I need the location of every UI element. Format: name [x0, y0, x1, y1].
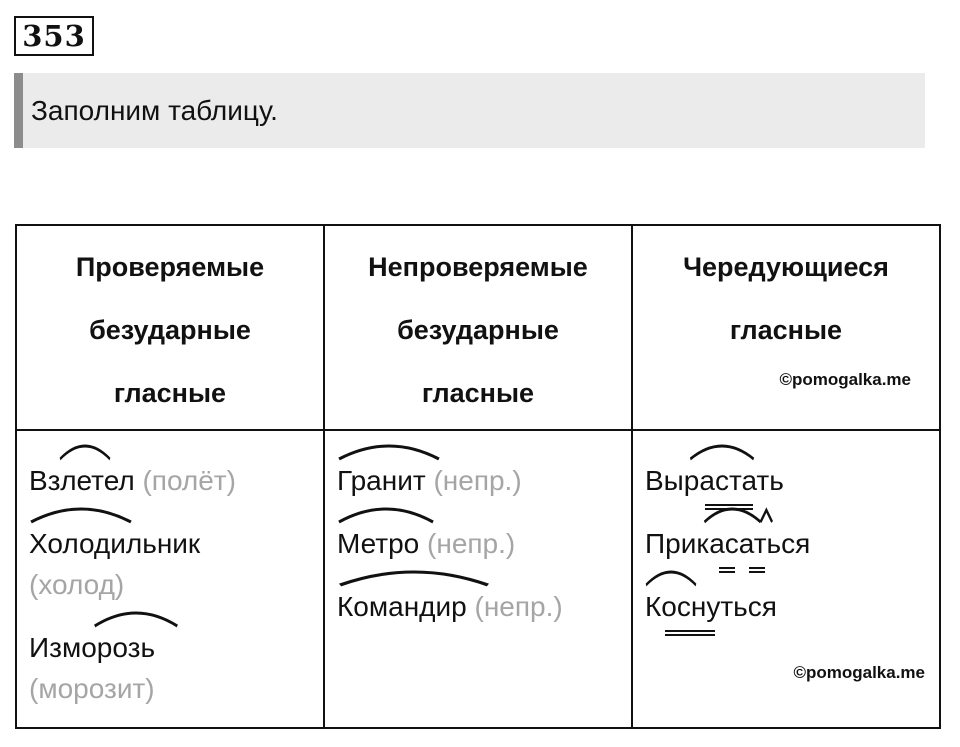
word: Холодильник: [29, 512, 200, 575]
word: Метро: [337, 512, 419, 575]
header-cell-alternating: [632, 225, 940, 430]
root-arc: [337, 502, 435, 524]
alternation-underline: [749, 567, 765, 573]
root-arc: [703, 502, 775, 524]
intro-banner: [14, 73, 925, 148]
word: Вырастать: [645, 449, 784, 512]
check-word: (непр.): [433, 465, 522, 496]
column2-cell: [324, 430, 632, 728]
column3-cell: [632, 430, 940, 728]
root-arc: [645, 565, 697, 587]
check-word: (непр.): [427, 528, 516, 559]
header-line: гласные: [729, 315, 843, 345]
word: Прикасаться: [645, 512, 810, 575]
header-cell-checked: [16, 225, 324, 430]
check-word: (непр.): [474, 591, 563, 622]
intro-text: Заполним таблицу.: [31, 95, 278, 126]
check-word: (полёт): [142, 465, 236, 496]
header-line: гласные: [421, 378, 535, 408]
header-line: Непроверяемые: [368, 252, 588, 282]
alternation-underline: [665, 630, 715, 636]
header-line: гласные: [113, 378, 227, 408]
header-line: Чередующиеся: [683, 252, 889, 282]
header-line: безударные: [397, 315, 559, 345]
word: Коснуться: [645, 575, 777, 638]
root-arc: [29, 502, 133, 524]
header-line: безударные: [89, 315, 251, 345]
list-item: [645, 449, 939, 512]
word: Гранит: [337, 449, 426, 512]
root-arc: [93, 606, 179, 628]
root-arc: [689, 439, 755, 461]
watermark: ©pomogalka.me: [779, 370, 911, 389]
check-word: (холод): [29, 569, 125, 600]
root-arc: [59, 439, 111, 461]
vowels-table: [15, 224, 941, 729]
root-arc: [337, 439, 441, 461]
word: Командир: [337, 575, 467, 638]
word: Изморозь: [29, 616, 155, 679]
word: Взлетел: [29, 449, 135, 512]
task-number: 353: [14, 16, 94, 56]
list-item: [645, 575, 939, 638]
header-cell-unchecked: [324, 225, 632, 430]
header-line: Проверяемые: [75, 252, 265, 282]
alternation-underline: [719, 567, 735, 573]
column1-cell: [16, 430, 324, 728]
check-word: (морозит): [29, 673, 155, 704]
watermark: ©pomogalka.me: [793, 663, 925, 682]
root-arc: [337, 565, 491, 587]
list-item: [337, 575, 631, 638]
